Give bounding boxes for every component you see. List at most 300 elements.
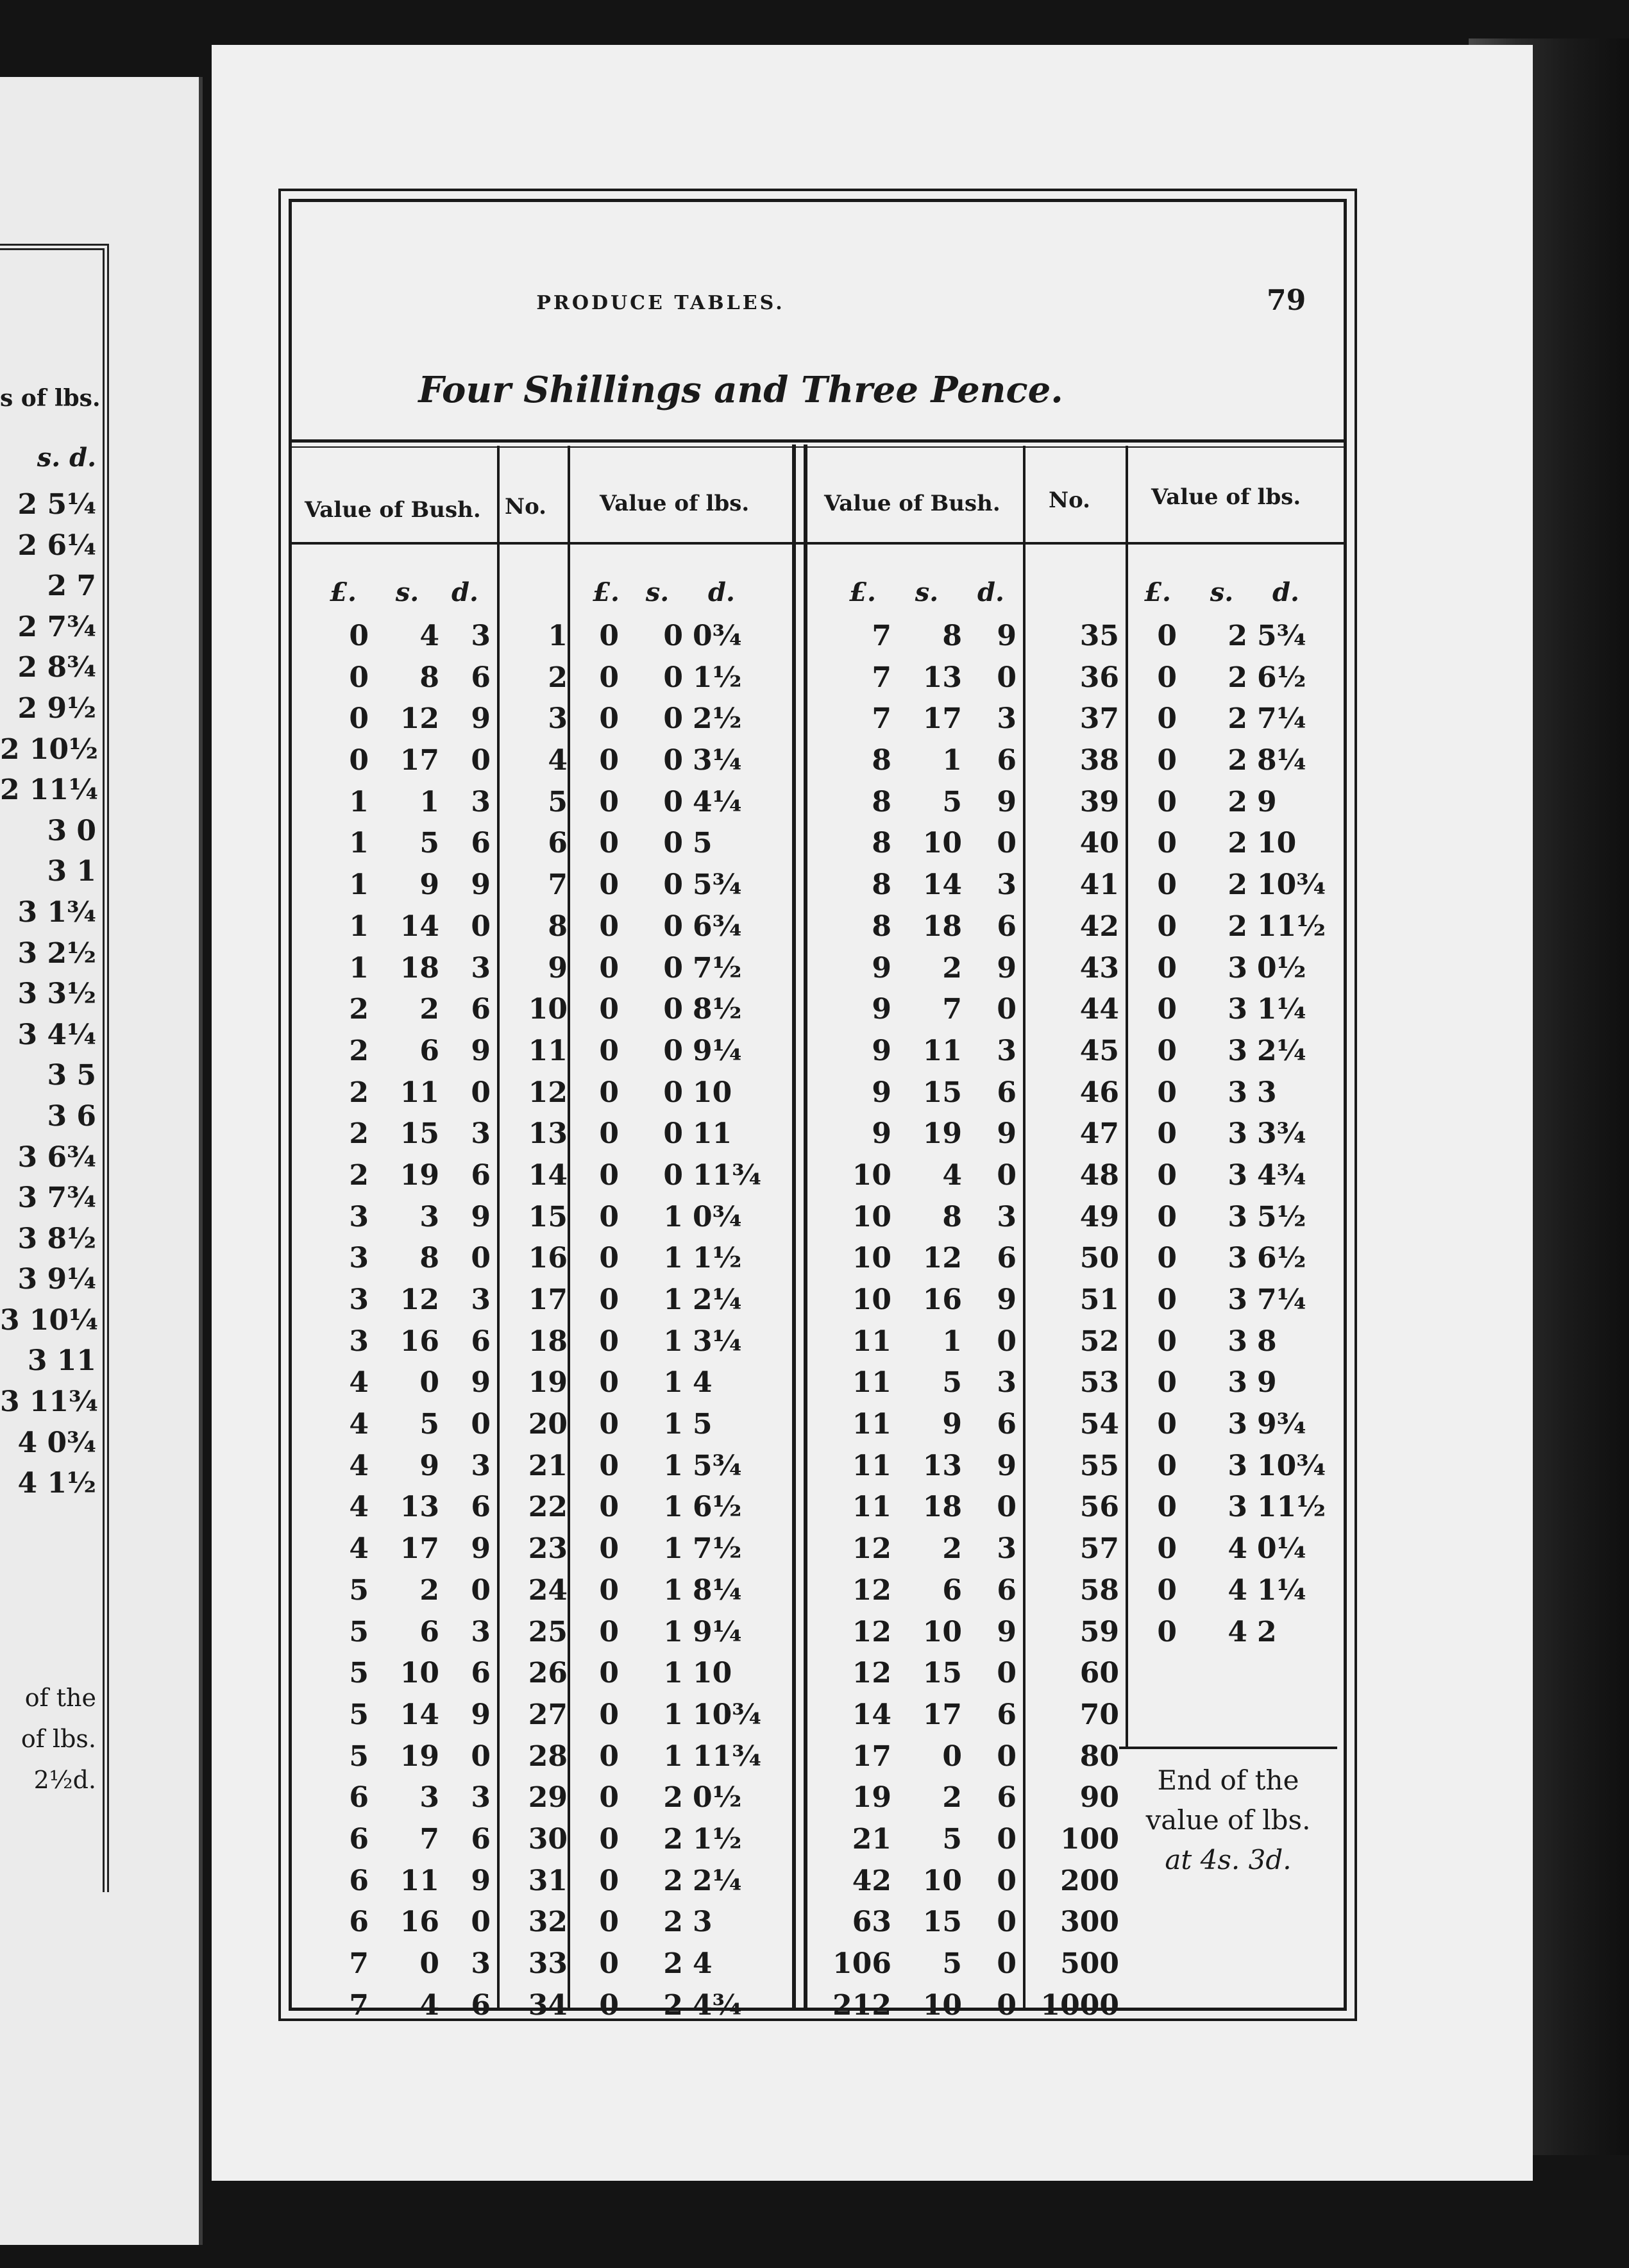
lbs-pounds: 0 bbox=[1157, 993, 1177, 1026]
bush-shillings: 17 bbox=[922, 1698, 962, 1731]
bush-pence: 9 bbox=[997, 951, 1017, 985]
bush-shillings: 17 bbox=[400, 744, 439, 777]
lbs-pounds: 0 bbox=[599, 1698, 619, 1731]
bush-shillings: 4 bbox=[419, 620, 439, 652]
unit-pence: d. bbox=[452, 577, 478, 607]
lbs-shillings: 2 bbox=[1228, 785, 1247, 818]
row-number: 18 bbox=[528, 1324, 568, 1358]
bush-shillings: 16 bbox=[922, 1283, 962, 1316]
row-number: 22 bbox=[528, 1491, 568, 1524]
lbs-shillings: 0 bbox=[663, 910, 683, 943]
facing-page-row: 3 8½ bbox=[17, 1222, 96, 1255]
lbs-shillings: 1 bbox=[663, 1739, 683, 1773]
lbs-shillings: 1 bbox=[663, 1491, 683, 1524]
bush-pence: 9 bbox=[997, 785, 1017, 818]
facing-page-row: 3 5 bbox=[47, 1059, 96, 1092]
lbs-shillings: 0 bbox=[663, 993, 683, 1026]
lbs-pounds: 0 bbox=[599, 1657, 619, 1690]
lbs-pounds: 0 bbox=[1157, 1200, 1177, 1233]
lbs-pounds: 0 bbox=[599, 1076, 619, 1109]
bush-pounds: 4 bbox=[349, 1366, 369, 1400]
lbs-pence: 7¼ bbox=[1257, 702, 1306, 736]
bush-pounds: 7 bbox=[872, 702, 891, 736]
lbs-pounds: 0 bbox=[599, 1573, 619, 1607]
bush-pounds: 42 bbox=[852, 1864, 891, 1897]
bush-pounds: 21 bbox=[852, 1822, 891, 1856]
bush-pence: 6 bbox=[471, 1491, 491, 1524]
facing-page-footer-line: of lbs. bbox=[21, 1725, 96, 1753]
bush-pence: 6 bbox=[997, 1408, 1017, 1441]
header-no: No. bbox=[505, 494, 546, 520]
lbs-pence: 10 bbox=[693, 1657, 732, 1690]
lbs-pence: 3¼ bbox=[693, 744, 742, 777]
row-number: 13 bbox=[528, 1117, 568, 1151]
row-number: 58 bbox=[1079, 1573, 1119, 1607]
table-row bbox=[292, 1362, 1344, 1404]
bush-pounds: 5 bbox=[349, 1573, 369, 1607]
unit-shillings: s. bbox=[915, 577, 939, 607]
lbs-pounds: 0 bbox=[599, 1408, 619, 1441]
bush-shillings: 2 bbox=[419, 1573, 439, 1607]
bush-pence: 3 bbox=[471, 1947, 491, 1980]
facing-page-row: 3 1 bbox=[47, 855, 96, 888]
lbs-pounds: 0 bbox=[599, 1739, 619, 1773]
bush-shillings: 5 bbox=[942, 1366, 962, 1400]
bush-shillings: 8 bbox=[942, 1200, 962, 1233]
row-number: 80 bbox=[1079, 1739, 1119, 1773]
lbs-pence: 6½ bbox=[693, 1491, 742, 1524]
row-number: 100 bbox=[1060, 1822, 1119, 1856]
lbs-pence: 9¼ bbox=[693, 1615, 742, 1648]
row-number: 31 bbox=[528, 1864, 568, 1897]
facing-page-row: 3 11¾ bbox=[0, 1385, 99, 1419]
bush-shillings: 8 bbox=[942, 620, 962, 652]
lbs-pounds: 0 bbox=[1157, 744, 1177, 777]
bush-pence: 0 bbox=[997, 827, 1017, 860]
bush-pounds: 11 bbox=[852, 1408, 891, 1441]
row-number: 32 bbox=[528, 1906, 568, 1939]
lbs-pence: 3¾ bbox=[1257, 1117, 1306, 1151]
row-number: 10 bbox=[528, 993, 568, 1026]
row-number: 9 bbox=[548, 951, 568, 985]
bush-pounds: 12 bbox=[852, 1657, 891, 1690]
row-number: 4 bbox=[548, 744, 568, 777]
bush-pounds: 2 bbox=[349, 1117, 369, 1151]
bush-pence: 0 bbox=[997, 1739, 1017, 1773]
running-head: PRODUCE TABLES. bbox=[536, 292, 785, 314]
lbs-shillings: 3 bbox=[1228, 1408, 1247, 1441]
lbs-pounds: 0 bbox=[1157, 910, 1177, 943]
row-number: 42 bbox=[1079, 910, 1119, 943]
bush-shillings: 2 bbox=[942, 1781, 962, 1815]
facing-page-row: 2 9½ bbox=[17, 691, 96, 725]
lbs-pence: 8¼ bbox=[1257, 744, 1306, 777]
row-number: 2 bbox=[548, 661, 568, 694]
bush-pence: 0 bbox=[471, 1739, 491, 1773]
bush-shillings: 5 bbox=[942, 1822, 962, 1856]
bush-pence: 9 bbox=[471, 1200, 491, 1233]
row-number: 55 bbox=[1079, 1449, 1119, 1482]
lbs-shillings: 3 bbox=[1228, 1200, 1247, 1233]
facing-page-row: 3 11 bbox=[27, 1344, 96, 1378]
facing-page-footer bbox=[0, 1677, 96, 1800]
lbs-shillings: 2 bbox=[1228, 661, 1247, 694]
lbs-shillings: 2 bbox=[663, 1906, 683, 1939]
row-number: 300 bbox=[1060, 1906, 1119, 1939]
bush-pence: 6 bbox=[997, 1076, 1017, 1109]
facing-page-row: 3 2½ bbox=[17, 936, 96, 970]
row-number: 16 bbox=[528, 1242, 568, 1275]
bush-pence: 0 bbox=[997, 661, 1017, 694]
bush-shillings: 14 bbox=[922, 868, 962, 902]
unit-pence: d. bbox=[1272, 577, 1299, 607]
header-value-of-bush: Value of Bush. bbox=[305, 497, 481, 523]
bush-shillings: 16 bbox=[400, 1324, 439, 1358]
lbs-pounds: 0 bbox=[599, 1947, 619, 1980]
row-number: 6 bbox=[548, 827, 568, 860]
bush-pence: 6 bbox=[997, 1781, 1017, 1815]
table-row bbox=[292, 906, 1344, 948]
lbs-pounds: 0 bbox=[1157, 1449, 1177, 1482]
row-number: 14 bbox=[528, 1158, 568, 1192]
bush-shillings: 19 bbox=[400, 1739, 439, 1773]
lbs-pence: 10¾ bbox=[1257, 868, 1326, 902]
lbs-shillings: 2 bbox=[1228, 620, 1247, 652]
bush-pounds: 2 bbox=[349, 993, 369, 1026]
bush-shillings: 16 bbox=[400, 1906, 439, 1939]
book-page bbox=[212, 45, 1533, 2181]
bush-pounds: 8 bbox=[872, 827, 891, 860]
row-number: 17 bbox=[528, 1283, 568, 1316]
lbs-shillings: 1 bbox=[663, 1532, 683, 1566]
row-number: 47 bbox=[1079, 1117, 1119, 1151]
bush-pounds: 12 bbox=[852, 1573, 891, 1607]
bush-shillings: 19 bbox=[922, 1117, 962, 1151]
row-number: 26 bbox=[528, 1657, 568, 1690]
bush-pounds: 212 bbox=[832, 1988, 891, 2022]
lbs-pence: 11¾ bbox=[693, 1158, 762, 1192]
bush-shillings: 11 bbox=[400, 1076, 439, 1109]
lbs-shillings: 3 bbox=[1228, 1076, 1247, 1109]
lbs-pence: 6½ bbox=[1257, 661, 1306, 694]
bush-shillings: 5 bbox=[419, 827, 439, 860]
lbs-pence: 0¾ bbox=[693, 620, 742, 652]
lbs-pounds: 0 bbox=[599, 827, 619, 860]
lbs-pence: 0½ bbox=[1257, 951, 1306, 985]
row-number: 49 bbox=[1079, 1200, 1119, 1233]
lbs-pence: 9¼ bbox=[693, 1034, 742, 1067]
bush-pence: 0 bbox=[471, 744, 491, 777]
bush-shillings: 2 bbox=[942, 951, 962, 985]
lbs-pence: 4¾ bbox=[1257, 1158, 1306, 1192]
facing-page bbox=[0, 77, 203, 2245]
header-value-of-bush: Value of Bush. bbox=[824, 491, 1000, 516]
unit-pence: d. bbox=[977, 577, 1004, 607]
bush-pence: 3 bbox=[997, 868, 1017, 902]
facing-page-row: 3 3½ bbox=[17, 977, 96, 1011]
bush-shillings: 10 bbox=[922, 1864, 962, 1897]
table-row bbox=[292, 1031, 1344, 1072]
bush-shillings: 6 bbox=[419, 1615, 439, 1648]
lbs-pence: 2 bbox=[1257, 1615, 1277, 1648]
lbs-shillings: 2 bbox=[1228, 744, 1247, 777]
bush-shillings: 14 bbox=[400, 1698, 439, 1731]
lbs-pence: 10¾ bbox=[693, 1698, 762, 1731]
lbs-shillings: 0 bbox=[663, 1158, 683, 1192]
lbs-pounds: 0 bbox=[599, 1781, 619, 1815]
lbs-pence: 2¼ bbox=[693, 1864, 742, 1897]
unit-pounds: £. bbox=[849, 577, 876, 607]
page-number: 79 bbox=[1267, 284, 1306, 317]
bush-pence: 3 bbox=[997, 1532, 1017, 1566]
facing-page-row: 3 6¾ bbox=[17, 1140, 96, 1174]
bush-pence: 9 bbox=[997, 1283, 1017, 1316]
header-value-of-lbs: Value of lbs. bbox=[600, 491, 750, 516]
table-title: Four Shillings and Three Pence. bbox=[418, 369, 1063, 411]
table-row bbox=[292, 1197, 1344, 1239]
lbs-shillings: 1 bbox=[663, 1573, 683, 1607]
header-value-of-lbs: Value of lbs. bbox=[1151, 484, 1301, 510]
lbs-pounds: 0 bbox=[1157, 1615, 1177, 1648]
lbs-shillings: 4 bbox=[1228, 1573, 1247, 1607]
bush-pence: 0 bbox=[997, 993, 1017, 1026]
bush-pounds: 63 bbox=[852, 1906, 891, 1939]
lbs-shillings: 0 bbox=[663, 827, 683, 860]
lbs-pence: 5¾ bbox=[693, 1449, 742, 1482]
bush-shillings: 4 bbox=[942, 1158, 962, 1192]
table-row bbox=[292, 1446, 1344, 1487]
bush-pounds: 1 bbox=[349, 868, 369, 902]
lbs-pounds: 0 bbox=[1157, 1532, 1177, 1566]
bush-shillings: 0 bbox=[942, 1739, 962, 1773]
title-rule bbox=[292, 439, 1344, 448]
facing-page-row: 3 4¼ bbox=[17, 1018, 96, 1051]
bush-pounds: 9 bbox=[872, 1117, 891, 1151]
table-row bbox=[292, 1113, 1344, 1155]
bush-pounds: 2 bbox=[349, 1076, 369, 1109]
unit-shillings: s. bbox=[395, 577, 419, 607]
bush-pence: 3 bbox=[471, 1449, 491, 1482]
lbs-pounds: 0 bbox=[1157, 785, 1177, 818]
bush-pounds: 10 bbox=[852, 1242, 891, 1275]
row-number: 46 bbox=[1079, 1076, 1119, 1109]
row-number: 19 bbox=[528, 1366, 568, 1400]
bush-pence: 0 bbox=[997, 1822, 1017, 1856]
row-number: 1000 bbox=[1040, 1988, 1119, 2022]
facing-page-row: 3 7¾ bbox=[17, 1181, 96, 1215]
bush-pence: 3 bbox=[997, 1200, 1017, 1233]
table-row bbox=[292, 948, 1344, 990]
bush-shillings: 12 bbox=[400, 1283, 439, 1316]
lbs-pence: 1¼ bbox=[1257, 993, 1306, 1026]
lbs-pence: 2½ bbox=[693, 702, 742, 736]
bush-pounds: 12 bbox=[852, 1615, 891, 1648]
lbs-pence: 11½ bbox=[1257, 910, 1326, 943]
lbs-shillings: 0 bbox=[663, 744, 683, 777]
lbs-shillings: 1 bbox=[663, 1283, 683, 1316]
bush-pounds: 11 bbox=[852, 1366, 891, 1400]
facing-page-row: 3 10¼ bbox=[0, 1303, 99, 1337]
bush-pence: 6 bbox=[471, 1822, 491, 1856]
row-number: 11 bbox=[528, 1034, 568, 1067]
bush-pounds: 7 bbox=[349, 1947, 369, 1980]
unit-pounds: £. bbox=[593, 577, 620, 607]
lbs-shillings: 1 bbox=[663, 1366, 683, 1400]
table-row bbox=[292, 1072, 1344, 1114]
bush-pounds: 10 bbox=[852, 1158, 891, 1192]
row-number: 48 bbox=[1079, 1158, 1119, 1192]
bush-pence: 0 bbox=[471, 910, 491, 943]
lbs-shillings: 3 bbox=[1228, 1449, 1247, 1482]
bush-pence: 3 bbox=[471, 951, 491, 985]
bush-pence: 9 bbox=[997, 1117, 1017, 1151]
bush-pounds: 5 bbox=[349, 1739, 369, 1773]
lbs-pence: 10 bbox=[693, 1076, 732, 1109]
bush-pounds: 17 bbox=[852, 1739, 891, 1773]
lbs-pounds: 0 bbox=[599, 1324, 619, 1358]
lbs-pounds: 0 bbox=[599, 910, 619, 943]
bush-pence: 0 bbox=[471, 1573, 491, 1607]
row-number: 45 bbox=[1079, 1034, 1119, 1067]
lbs-pence: 4¾ bbox=[693, 1988, 742, 2022]
lbs-pence: 7½ bbox=[693, 1532, 742, 1566]
lbs-pounds: 0 bbox=[1157, 1242, 1177, 1275]
lbs-pounds: 0 bbox=[599, 1906, 619, 1939]
row-number: 41 bbox=[1079, 868, 1119, 902]
lbs-shillings: 0 bbox=[663, 1117, 683, 1151]
bush-pounds: 4 bbox=[349, 1449, 369, 1482]
bush-pence: 0 bbox=[997, 1324, 1017, 1358]
lbs-pence: 8 bbox=[1257, 1324, 1277, 1358]
lbs-pence: 4¼ bbox=[693, 785, 742, 818]
lbs-pence: 6½ bbox=[1257, 1242, 1306, 1275]
row-number: 50 bbox=[1079, 1242, 1119, 1275]
lbs-pounds: 0 bbox=[599, 1491, 619, 1524]
bush-pence: 9 bbox=[471, 1864, 491, 1897]
facing-page-row: 2 11¼ bbox=[0, 774, 99, 807]
facing-page-row: 2 6¼ bbox=[17, 529, 96, 562]
facing-page-row: 2 8¾ bbox=[17, 651, 96, 684]
bush-pence: 3 bbox=[997, 1366, 1017, 1400]
lbs-pence: 2¼ bbox=[693, 1283, 742, 1316]
bush-pounds: 0 bbox=[349, 702, 369, 736]
bush-pounds: 19 bbox=[852, 1781, 891, 1815]
bush-pence: 6 bbox=[471, 827, 491, 860]
bush-pounds: 11 bbox=[852, 1449, 891, 1482]
lbs-pounds: 0 bbox=[1157, 702, 1177, 736]
facing-page-footer-line: of the bbox=[24, 1684, 96, 1712]
facing-page-row: 2 5¼ bbox=[17, 488, 96, 521]
bush-pence: 6 bbox=[471, 1324, 491, 1358]
lbs-shillings: 2 bbox=[663, 1988, 683, 2022]
row-number: 1 bbox=[548, 620, 568, 652]
bush-pounds: 1 bbox=[349, 785, 369, 818]
unit-shillings: s. bbox=[645, 577, 670, 607]
bush-pounds: 6 bbox=[349, 1781, 369, 1815]
lbs-pence: 1½ bbox=[693, 661, 742, 694]
row-number: 37 bbox=[1079, 702, 1119, 736]
lbs-pence: 5 bbox=[693, 827, 713, 860]
facing-page-units: s. d. bbox=[37, 443, 96, 473]
lbs-shillings: 0 bbox=[663, 661, 683, 694]
bush-shillings: 10 bbox=[922, 1615, 962, 1648]
table-row bbox=[292, 1902, 1344, 1943]
bush-shillings: 5 bbox=[942, 785, 962, 818]
lbs-pounds: 0 bbox=[599, 661, 619, 694]
lbs-pounds: 0 bbox=[1157, 1573, 1177, 1607]
bush-pence: 0 bbox=[997, 1158, 1017, 1192]
bush-shillings: 13 bbox=[922, 661, 962, 694]
bush-shillings: 15 bbox=[922, 1906, 962, 1939]
bush-pence: 0 bbox=[997, 1864, 1017, 1897]
lbs-pounds: 0 bbox=[1157, 620, 1177, 652]
bush-shillings: 9 bbox=[419, 1449, 439, 1482]
lbs-pence: 0¼ bbox=[1257, 1532, 1306, 1566]
lbs-pence: 1½ bbox=[693, 1242, 742, 1275]
facing-page-row: 4 0¾ bbox=[17, 1426, 96, 1459]
table-row bbox=[292, 823, 1344, 865]
bush-pounds: 9 bbox=[872, 1034, 891, 1067]
table-row bbox=[292, 1985, 1344, 2027]
row-number: 38 bbox=[1079, 744, 1119, 777]
bush-pounds: 12 bbox=[852, 1532, 891, 1566]
lbs-pounds: 0 bbox=[1157, 1283, 1177, 1316]
bush-shillings: 13 bbox=[922, 1449, 962, 1482]
lbs-shillings: 1 bbox=[663, 1698, 683, 1731]
row-number: 500 bbox=[1060, 1947, 1119, 1980]
row-number: 24 bbox=[528, 1573, 568, 1607]
lbs-pounds: 0 bbox=[1157, 827, 1177, 860]
facing-page-header: s of lbs. bbox=[0, 385, 101, 412]
bush-pounds: 4 bbox=[349, 1532, 369, 1566]
row-number: 21 bbox=[528, 1449, 568, 1482]
bush-shillings: 5 bbox=[419, 1408, 439, 1441]
lbs-pence: 9 bbox=[1257, 1366, 1277, 1400]
bush-pence: 6 bbox=[471, 661, 491, 694]
lbs-pounds: 0 bbox=[1157, 951, 1177, 985]
bush-pounds: 8 bbox=[872, 868, 891, 902]
lbs-pence: 10¾ bbox=[1257, 1449, 1326, 1482]
bush-pence: 3 bbox=[471, 620, 491, 652]
bush-shillings: 12 bbox=[922, 1242, 962, 1275]
lbs-pounds: 0 bbox=[1157, 1076, 1177, 1109]
row-number: 25 bbox=[528, 1615, 568, 1648]
lbs-pounds: 0 bbox=[599, 702, 619, 736]
row-number: 54 bbox=[1079, 1408, 1119, 1441]
header-no: No. bbox=[1049, 487, 1090, 513]
bush-pounds: 7 bbox=[872, 661, 891, 694]
lbs-pence: 3 bbox=[1257, 1076, 1277, 1109]
bush-shillings: 15 bbox=[922, 1657, 962, 1690]
table-row bbox=[292, 865, 1344, 906]
bush-pounds: 3 bbox=[349, 1242, 369, 1275]
bush-pounds: 10 bbox=[852, 1200, 891, 1233]
bush-shillings: 9 bbox=[419, 868, 439, 902]
facing-page-row: 3 0 bbox=[47, 814, 96, 847]
lbs-shillings: 1 bbox=[663, 1200, 683, 1233]
lbs-shillings: 0 bbox=[663, 785, 683, 818]
lbs-pence: 2¼ bbox=[1257, 1034, 1306, 1067]
bush-pence: 9 bbox=[997, 1615, 1017, 1648]
bush-pence: 3 bbox=[997, 1034, 1017, 1067]
bush-pounds: 11 bbox=[852, 1491, 891, 1524]
lbs-pounds: 0 bbox=[599, 1822, 619, 1856]
bush-pounds: 2 bbox=[349, 1158, 369, 1192]
bush-pence: 0 bbox=[997, 1491, 1017, 1524]
lbs-shillings: 4 bbox=[1228, 1532, 1247, 1566]
bush-pounds: 7 bbox=[872, 620, 891, 652]
bush-pence: 3 bbox=[471, 785, 491, 818]
